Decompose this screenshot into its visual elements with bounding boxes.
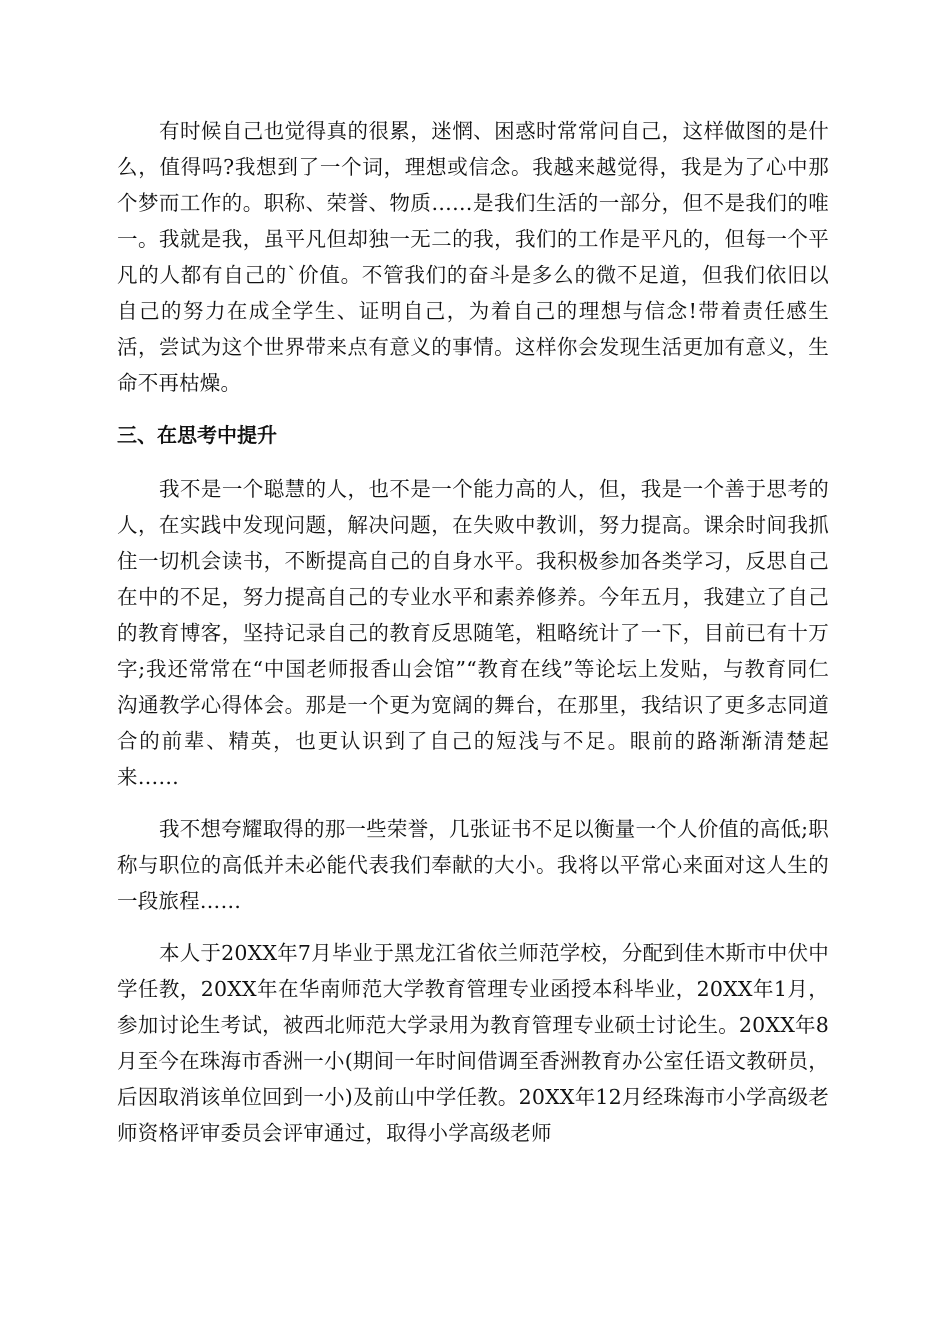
document-page [117,113,829,1167]
paragraph-honors: 我不想夸耀取得的那一些荣誉，几张证书不足以衡量一个人价值的高低;职称与职位的高低并未必能代表我们奉献的大小。我将以平常心来面对这人生的一段旅程…… [117,817,829,913]
paragraph-ideals: 有时候自己也觉得真的很累，迷惘、困惑时常常问自己，这样做图的是什么，值得吗?我想到了一个词，理想或信念。我越来越觉得，我是为了心中那个梦而工作的。职称、荣誉、物质……是我们生活的一部分，但不是我们的唯一。我就是我，虽平凡但却独一无二的我，我们的工作是平凡的，但每一个平凡的人都有自己的`价值。不管我们的奋斗是多么的微不足道，但我们依旧以自己的努力在成全学生、证明自己，为着自己的理想与信念!带着责任感生活，尝试为这个世界带来点有意义的事情。这样你会发现生活更加有意义，生命不再枯燥。 [117,119,829,395]
paragraph-thinking: 我不是一个聪慧的人，也不是一个能力高的人，但，我是一个善于思考的人，在实践中发现问题，解决问题，在失败中教训，努力提高。课余时间我抓住一切机会读书，不断提高自己的自身水平。我积极参加各类学习，反思自己在中的不足，努力提高自己的专业水平和素养修养。今年五月，我建立了自己的教育博客，坚持记录自己的教育反思随笔，粗略统计了一下，目前已有十万字;我还常常在“中国老师报香山会馆”“教育在线”等论坛上发贴，与教育同仁沟通教学心得体会。那是一个更为宽阔的舞台，在那里，我结识了更多志同道合的前辈、精英，也更认识到了自己的短浅与不足。眼前的路渐渐清楚起来…… [117,477,829,789]
section-heading: 三、在思考中提升 [117,423,277,447]
paragraph-biography: 本人于20XX年7月毕业于黑龙江省依兰师范学校，分配到佳木斯市中伏中学任教，20XX年在华南师范大学教育管理专业函授本科毕业，20XX年1月，参加讨论生考试，被西北师范大学录用为教育管理专业硕士讨论生。20XX年8月至今在珠海市香洲一小(期间一年时间借调至香洲教育办公室任语文教研员，后因取消该单位回到一小)及前山中学任教。20XX年12月经珠海市小学高级老师资格评审委员会评审通过，取得小学高级老师 [117,941,829,1145]
